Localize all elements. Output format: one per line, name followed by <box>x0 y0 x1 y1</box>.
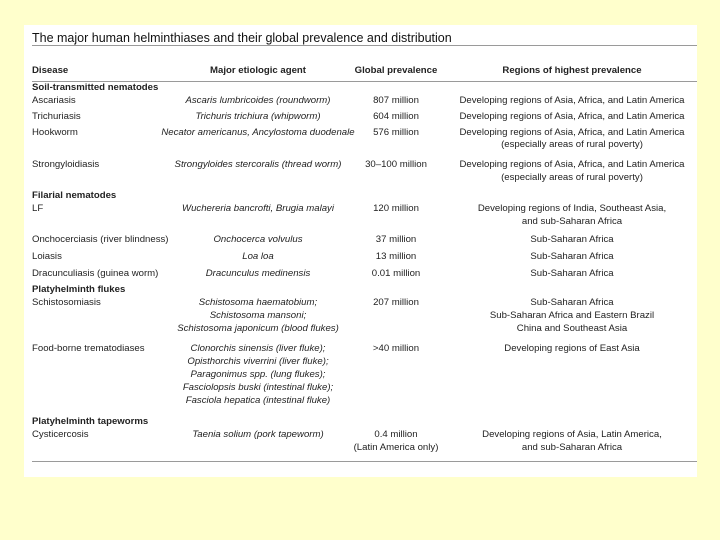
header-agent: Major etiologic agent <box>210 65 306 76</box>
row-prevalence: 807 million <box>373 95 419 106</box>
row-prevalence: 30–100 million <box>365 159 427 170</box>
row-regions: Developing regions of Asia, Africa, and Latin America <box>459 159 685 170</box>
section-heading: Soil-transmitted nematodes <box>32 82 159 93</box>
row-prevalence: 0.01 million <box>371 268 421 279</box>
row-disease: Dracunculiasis (guinea worm) <box>32 268 159 279</box>
row-regions: Sub-Saharan Africa <box>530 251 614 262</box>
header-disease: Disease <box>32 65 69 76</box>
row-prevalence: (Latin America only) <box>353 442 439 453</box>
row-disease: LF <box>32 203 44 214</box>
row-agent: Schistosoma mansoni; <box>209 310 307 321</box>
row-agent: Trichuris trichiura (whipworm) <box>195 111 321 122</box>
row-disease: Ascariasis <box>32 95 76 106</box>
row-regions: Sub-Saharan Africa <box>530 297 614 308</box>
table-title: The major human helminthiases and their global prevalence and distribution <box>32 31 452 45</box>
row-disease: Loiasis <box>32 251 62 262</box>
row-regions: and sub-Saharan Africa <box>521 442 623 453</box>
row-regions: Developing regions of Asia, Africa, and Latin America <box>459 111 685 122</box>
row-disease: Cysticercosis <box>32 429 89 440</box>
section-heading: Platyhelminth tapeworms <box>32 416 149 427</box>
row-prevalence: >40 million <box>372 343 420 354</box>
row-agent: Loa loa <box>242 251 274 262</box>
row-disease: Trichuriasis <box>32 111 81 122</box>
row-agent: Onchocerca volvulus <box>213 234 303 245</box>
row-disease: Schistosomiasis <box>32 297 101 308</box>
row-regions: Developing regions of East Asia <box>504 343 640 354</box>
row-regions: Developing regions of India, Southeast Asia, <box>477 203 667 214</box>
row-agent: Paragonimus spp. (lung flukes); <box>190 369 326 380</box>
section-heading: Platyhelminth flukes <box>32 284 126 295</box>
table-card <box>24 25 697 477</box>
header-prevalence: Global prevalence <box>354 65 438 76</box>
row-disease: Food-borne trematodiases <box>32 343 145 354</box>
row-regions: (especially areas of rural poverty) <box>501 172 643 183</box>
row-prevalence: 13 million <box>375 251 417 262</box>
row-prevalence: 604 million <box>373 111 419 122</box>
section-heading: Filarial nematodes <box>32 190 117 201</box>
header-regions: Regions of highest prevalence <box>502 65 642 76</box>
row-agent: Ascaris lumbricoides (roundworm) <box>185 95 331 106</box>
title-rule <box>32 45 697 46</box>
row-regions: Sub-Saharan Africa and Eastern Brazil <box>489 310 655 321</box>
row-regions: China and Southeast Asia <box>516 323 628 334</box>
row-agent: Strongyloides stercoralis (thread worm) <box>174 159 342 170</box>
row-prevalence: 0.4 million <box>374 429 418 440</box>
row-agent: Wuchereria bancrofti, Brugia malayi <box>182 203 334 214</box>
row-agent: Dracunculus medinensis <box>205 268 311 279</box>
row-agent: Taenia solium (pork tapeworm) <box>192 429 324 440</box>
row-prevalence: 37 million <box>375 234 417 245</box>
table-bottom-rule <box>32 461 697 462</box>
row-regions: and sub-Saharan Africa <box>521 216 623 227</box>
row-disease: Onchocerciasis (river blindness) <box>32 234 169 245</box>
row-disease: Strongyloidiasis <box>32 159 100 170</box>
row-regions: Sub-Saharan Africa <box>530 234 614 245</box>
row-prevalence: 120 million <box>373 203 419 214</box>
row-agent: Fasciolopsis buski (intestinal fluke); <box>182 382 334 393</box>
row-regions: Developing regions of Asia, Africa, and Latin America <box>459 95 685 106</box>
row-regions: Sub-Saharan Africa <box>530 268 614 279</box>
row-agent: Schistosoma japonicum (blood flukes) <box>177 323 339 334</box>
row-agent: Clonorchis sinensis (liver fluke); <box>190 343 326 354</box>
row-prevalence: 207 million <box>373 297 419 308</box>
row-agent: Fasciola hepatica (intestinal fluke) <box>185 395 331 406</box>
row-agent: Schistosoma haematobium; <box>198 297 318 308</box>
row-regions: (especially areas of rural poverty) <box>501 139 643 150</box>
row-agent: Necator americanus, Ancylostoma duodenale <box>161 127 355 138</box>
row-disease: Hookworm <box>32 127 78 138</box>
row-regions: Developing regions of Asia, Latin America, <box>482 429 662 440</box>
row-prevalence: 576 million <box>373 127 419 138</box>
row-agent: Opisthorchis viverrini (liver fluke); <box>187 356 329 367</box>
row-regions: Developing regions of Asia, Africa, and Latin America <box>459 127 685 138</box>
